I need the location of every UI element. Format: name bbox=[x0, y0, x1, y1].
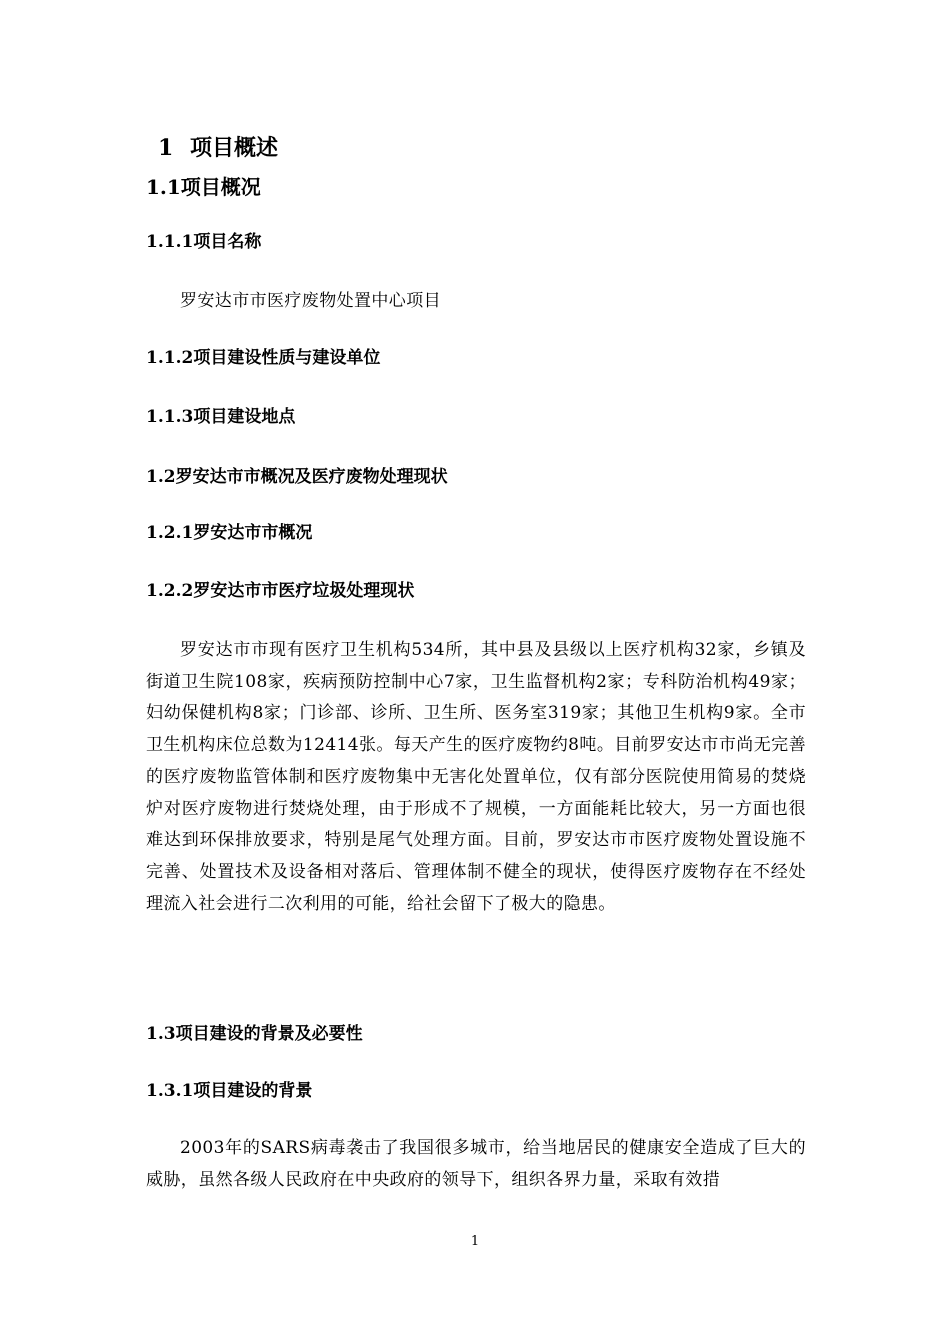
background-paragraph: 2003年的SARS病毒袭击了我国很多城市，给当地居民的健康安全造成了巨大的威胁，虽然各级人民政府在中央政府的领导下，组织各界力量，采取有效措 bbox=[146, 1138, 806, 1190]
section-heading-1-1: 1.1项目概况 bbox=[146, 175, 261, 199]
section-heading-1-2-1: 1.2.1罗安达市市概况 bbox=[146, 523, 313, 543]
chapter-number: 1 bbox=[158, 135, 174, 161]
section-heading-1-1-1: 1.1.1项目名称 bbox=[146, 232, 262, 252]
medical-waste-status-paragraph: 罗安达市市现有医疗卫生机构534所，其中县及县级以上医疗机构32家，乡镇及街道卫生院108家，疾病预防控制中心7家，卫生监督机构2家；专科防治机构49家；妇幼保健机构8家；门诊部、诊所、卫生所、医务室319家；其他卫生机构9家。全市卫生机构床位总数为12414张。每天产生的医疗废物约8吨。目前罗安达市市尚无完善的医疗废物监管体制和医疗废物集中无害化处置单位，仅有部分医院使用简易的焚烧炉对医疗废物进行焚烧处理，由于形成不了规模，一方面能耗比较大，另一方面也很难达到环保排放要求，特别是尾气处理方面。目前，罗安达市市医疗废物处置设施不完善、处置技术及设备相对落后、管理体制不健全的现状，使得医疗废物存在不经处理流入社会进行二次利用的可能，给社会留下了极大的隐患。 bbox=[146, 640, 806, 914]
chapter-heading bbox=[158, 132, 278, 164]
section-heading-1-1-2: 1.1.2项目建设性质与建设单位 bbox=[146, 348, 381, 368]
section-heading-1-2-2: 1.2.2罗安达市市医疗垃圾处理现状 bbox=[146, 581, 415, 601]
section-heading-1-3-1: 1.3.1项目建设的背景 bbox=[146, 1081, 313, 1101]
chapter-title: 项目概述 bbox=[190, 135, 279, 161]
page-number: 1 bbox=[470, 1234, 480, 1249]
section-heading-1-1-3: 1.1.3项目建设地点 bbox=[146, 407, 296, 427]
project-name-text: 罗安达市市医疗废物处置中心项目 bbox=[180, 291, 441, 311]
section-heading-1-2: 1.2罗安达市市概况及医疗废物处理现状 bbox=[146, 467, 448, 487]
section-heading-1-3: 1.3项目建设的背景及必要性 bbox=[146, 1024, 363, 1044]
